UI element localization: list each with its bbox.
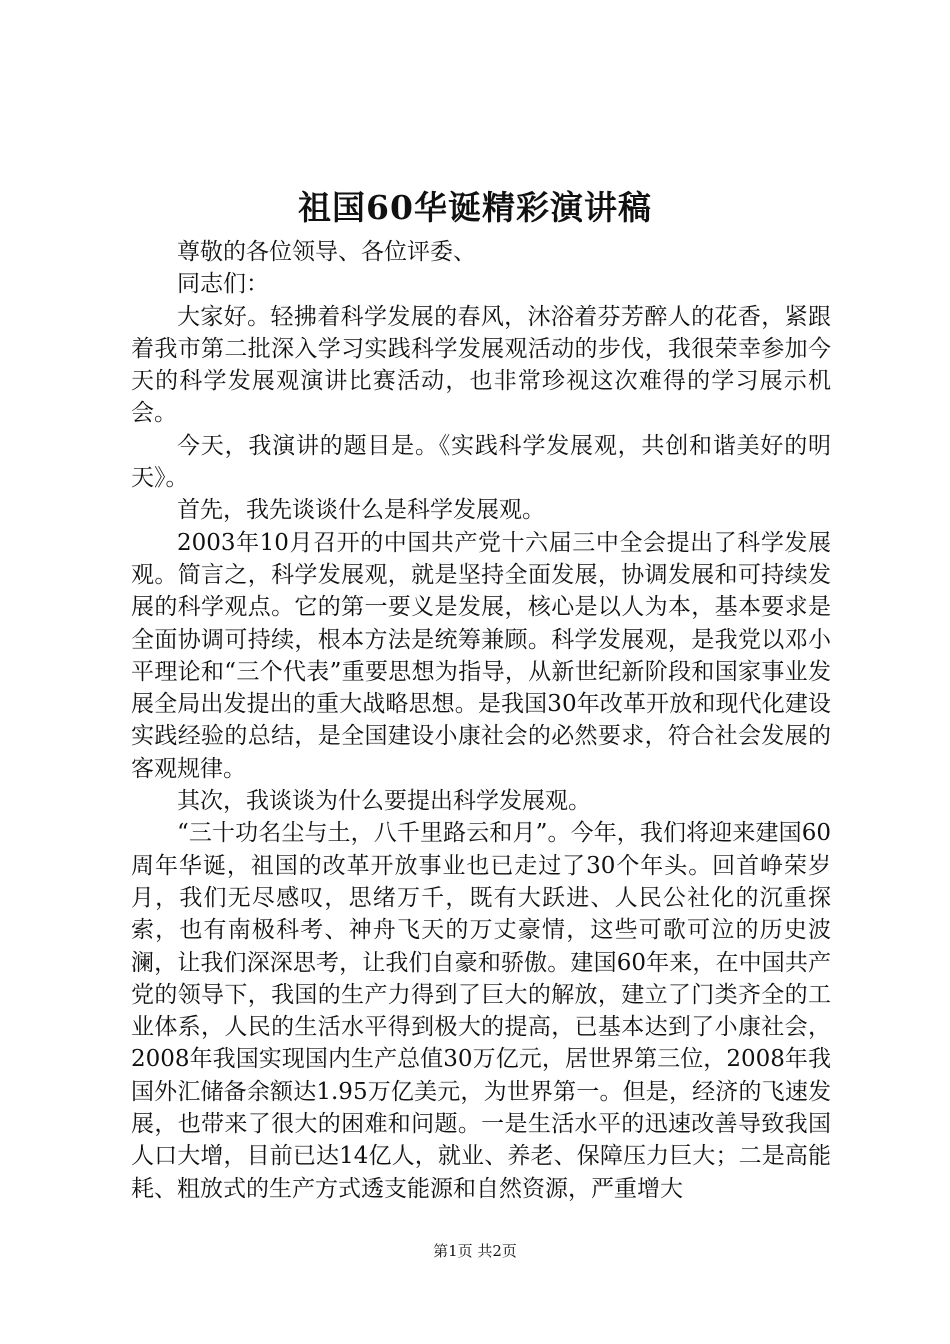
paragraph-history: “三十功名尘与土，八千里路云和月”。今年，我们将迎来建国60周年华诞，祖国的改革开放事业也已走过了30个年头。回首峥荣岁月，我们无尽感叹，思绪万千，既有大跃进、人民公社化的沉重探索，也有南极科考、神舟飞天的万丈豪情，这些可歌可泣的历史波澜，让我们深深思考，让我们自豪和骄傲。建国60年来，在中国共产党的领导下，我国的生产力得到了巨大的解放，建立了门类齐全的工业体系，人民的生活水平得到极大的提高，已基本达到了小康社会，2008年我国实现国内生产总值30万亿元，居世界第三位，2008年我国外汇储备余额达1.95万亿美元，为世界第一。但是，经济的飞速发展，也带来了很大的困难和问题。一是生活水平的迅速改善导致我国人口大增，目前已达14亿人，就业、养老、保障压力巨大；二是高能耗、粗放式的生产方式透支能源和自然资源，严重增大 bbox=[131, 820, 831, 1202]
paragraph-first-point: 首先，我先谈谈什么是科学发展观。 bbox=[177, 497, 545, 524]
paragraph-greeting: 大家好。轻拂着科学发展的春风，沐浴着芬芳醉人的花香，紧跟着我市第二批深入学习实践科学发展观活动的步伐，我很荣幸参加今天的科学发展观演讲比赛活动，也非常珍视这次难得的学习展示机会。 bbox=[131, 303, 831, 427]
paragraph-topic: 今天，我演讲的题目是。《实践科学发展观，共创和谐美好的明天》。 bbox=[131, 432, 831, 492]
document-body bbox=[131, 236, 831, 1205]
paragraph-definition: 2003年10月召开的中国共产党十六届三中全会提出了科学发展观。简言之，科学发展观，就是坚持全面发展，协调发展和可持续发展的科学观点。它的第一要义是发展，核心是以人为本，基本要求是全面协调可持续，根本方法是统筹兼顾。科学发展观，是我党以邓小平理论和“三个代表”重要思想为指导，从新世纪新阶段和国家事业发展全局出发提出的重大战略思想。是我国30年改革开放和现代化建设实践经验的总结，是全国建设小康社会的必然要求，符合社会发展的客观规律。 bbox=[131, 529, 831, 782]
document-title: 祖国60华诞精彩演讲稿 bbox=[298, 188, 652, 227]
salutation-line-1: 尊敬的各位领导、各位评委、 bbox=[177, 239, 476, 265]
paragraph-second-point: 其次，我谈谈为什么要提出科学发展观。 bbox=[177, 788, 591, 815]
salutation-line-2: 同志们： bbox=[177, 271, 269, 298]
page-footer: 第1页 共2页 bbox=[433, 1242, 517, 1260]
